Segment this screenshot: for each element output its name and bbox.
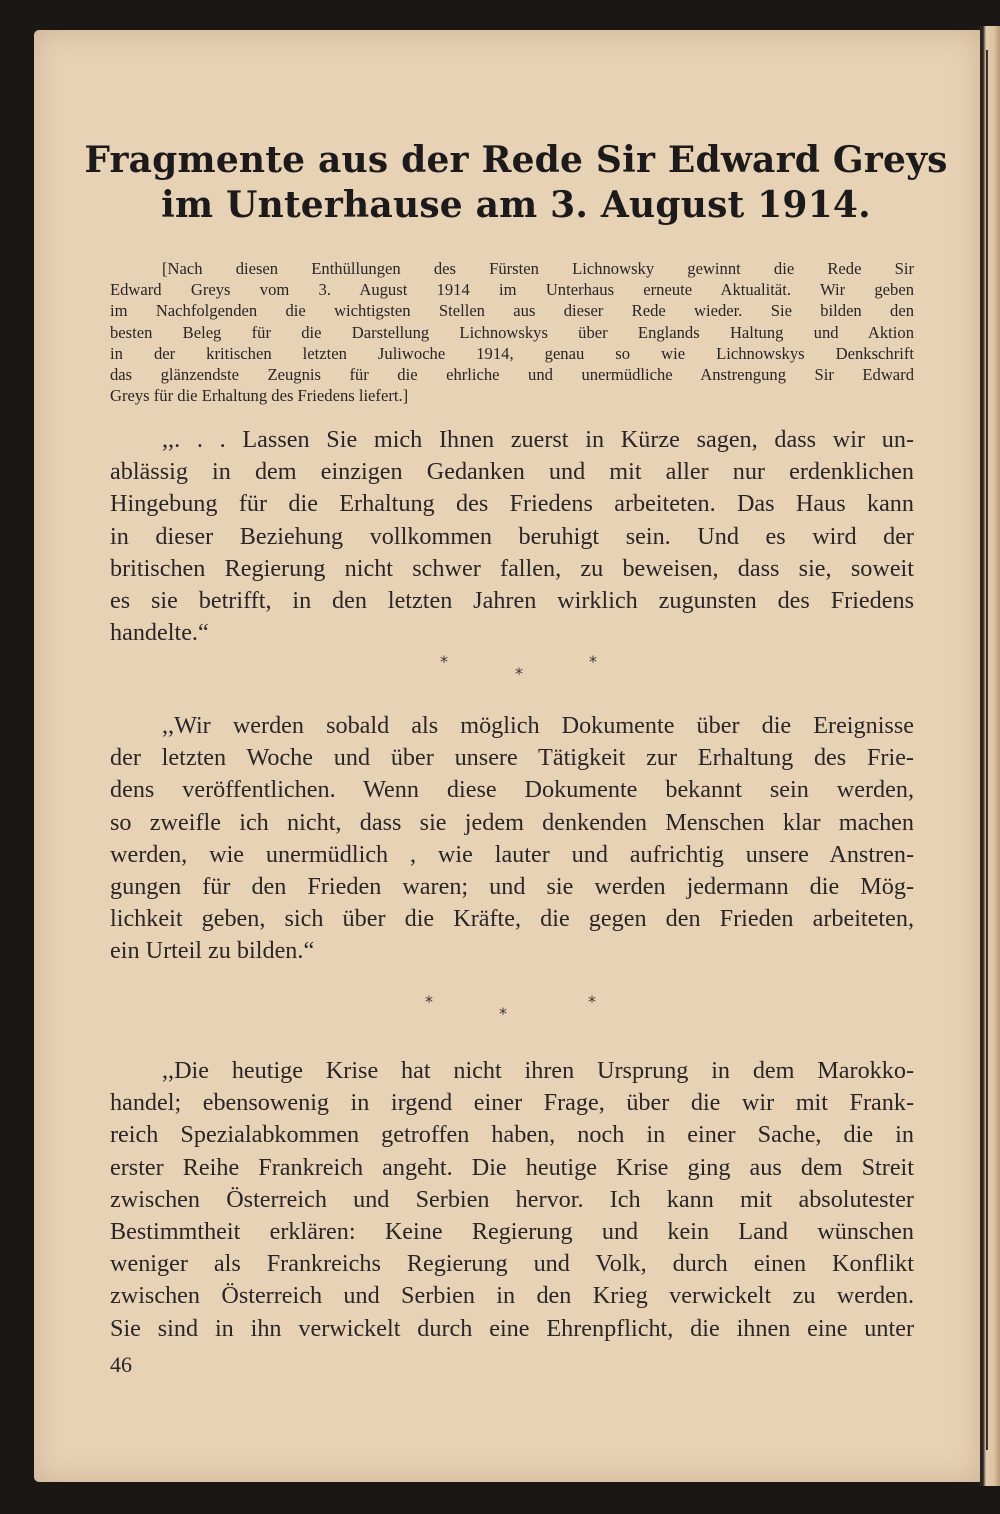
- paragraph-line: der letzten Woche und über unsere Tätigkeit zur Erhaltung des Frie-: [110, 744, 914, 772]
- paragraph-line: Bestimmtheit erklären: Keine Regierung und kein Land wünschen: [110, 1218, 914, 1246]
- paragraph-line: ,,. . . Lassen Sie mich Ihnen zuerst in Kürze sagen, dass wir un-: [162, 426, 914, 453]
- paragraph-line: reich Spezialabkommen getroffen haben, noch in einer Sache, die in: [110, 1121, 914, 1149]
- title-line-1: Fragmente aus der Rede Sir Edward Greys: [84, 139, 948, 181]
- title-line-2: im Unterhause am 3. August 1914.: [161, 184, 871, 226]
- intro-note-line: Greys für die Erhaltung des Friedens liefert.]: [110, 386, 409, 406]
- paragraph-1: [110, 424, 914, 649]
- page-title: [74, 138, 958, 228]
- separator-asterisk: *: [589, 652, 597, 671]
- paragraph-2: [110, 710, 914, 968]
- paragraph-line: Hingebung für die Erhaltung des Friedens arbeiteten. Das Haus kann: [110, 490, 914, 518]
- paragraph-line: es sie betrifft, in den letzten Jahren wirklich zugunsten des Friedens: [110, 587, 914, 615]
- intro-note-line: im Nachfolgenden die wichtigsten Stellen aus dieser Rede wieder. Sie bilden den: [110, 301, 914, 321]
- intro-note-line: in der kritischen letzten Juliwoche 1914, genau so wie Lichnowskys Denkschrift: [110, 343, 914, 363]
- page-number: 46: [110, 1352, 132, 1377]
- paragraph-line: zwischen Österreich und Serbien in den Krieg verwickelt zu werden.: [110, 1282, 914, 1310]
- paragraph-line: lichkeit geben, sich über die Kräfte, die gegen den Frieden arbeiteten,: [110, 905, 914, 933]
- page-edge-line: [986, 50, 988, 1450]
- paragraph-line: in dieser Beziehung vollkommen beruhigt sein. Und es wird der: [110, 522, 914, 550]
- page-edge: [980, 26, 1000, 1486]
- intro-note-line: besten Beleg für die Darstellung Lichnowskys über Englands Haltung und Aktion: [110, 322, 914, 342]
- intro-note: [110, 258, 914, 406]
- separator-asterisk: *: [515, 664, 523, 683]
- paragraph-line: weniger als Frankreichs Regierung und Volk, durch einen Konflikt: [110, 1250, 914, 1278]
- intro-note-line: das glänzendste Zeugnis für die ehrliche und unermüdliche Anstrengung Sir Edward: [110, 365, 914, 385]
- paragraph-line: handelte.“: [110, 619, 209, 647]
- paragraph-line: Sie sind in ihn verwickelt durch eine Ehrenpflicht, die ihnen eine unter: [110, 1314, 914, 1342]
- separator-asterisk: *: [588, 992, 596, 1011]
- paragraph-line: dens veröffentlichen. Wenn diese Dokumente bekannt sein werden,: [110, 776, 914, 804]
- paragraph-line: britischen Regierung nicht schwer fallen, zu beweisen, dass sie, soweit: [110, 554, 914, 582]
- paragraph-3: [110, 1055, 914, 1345]
- intro-note-line: Edward Greys vom 3. August 1914 im Unterhaus erneute Aktualität. Wir geben: [110, 280, 914, 300]
- paragraph-line: ein Urteil zu bilden.“: [110, 937, 315, 965]
- paragraph-line: erster Reihe Frankreich angeht. Die heutige Krise ging aus dem Streit: [110, 1153, 914, 1181]
- paragraph-line: handel; ebensowenig in irgend einer Frage, über die wir mit Frank-: [110, 1089, 914, 1117]
- paragraph-line: ,,Die heutige Krise hat nicht ihren Ursprung in dem Marokko-: [162, 1057, 914, 1084]
- paragraph-line: werden, wie unermüdlich , wie lauter und aufrichtig unsere Anstren-: [110, 840, 914, 868]
- paragraph-line: ,,Wir werden sobald als möglich Dokumente über die Ereignisse: [162, 712, 914, 739]
- separator-asterisk: *: [425, 992, 433, 1011]
- paragraph-line: zwischen Österreich und Serbien hervor. Ich kann mit absolutester: [110, 1185, 914, 1213]
- separator-asterisk: *: [499, 1004, 507, 1023]
- paragraph-line: so zweifle ich nicht, dass sie jedem denkenden Menschen klar machen: [110, 808, 914, 836]
- paragraph-line: gungen für den Frieden waren; und sie werden jedermann die Mög-: [110, 873, 914, 901]
- paragraph-line: ablässig in dem einzigen Gedanken und mit aller nur erdenklichen: [110, 458, 914, 486]
- separator-asterisk: *: [440, 652, 448, 671]
- intro-note-line: [Nach diesen Enthüllungen des Fürsten Lichnowsky gewinnt die Rede Sir: [162, 259, 914, 278]
